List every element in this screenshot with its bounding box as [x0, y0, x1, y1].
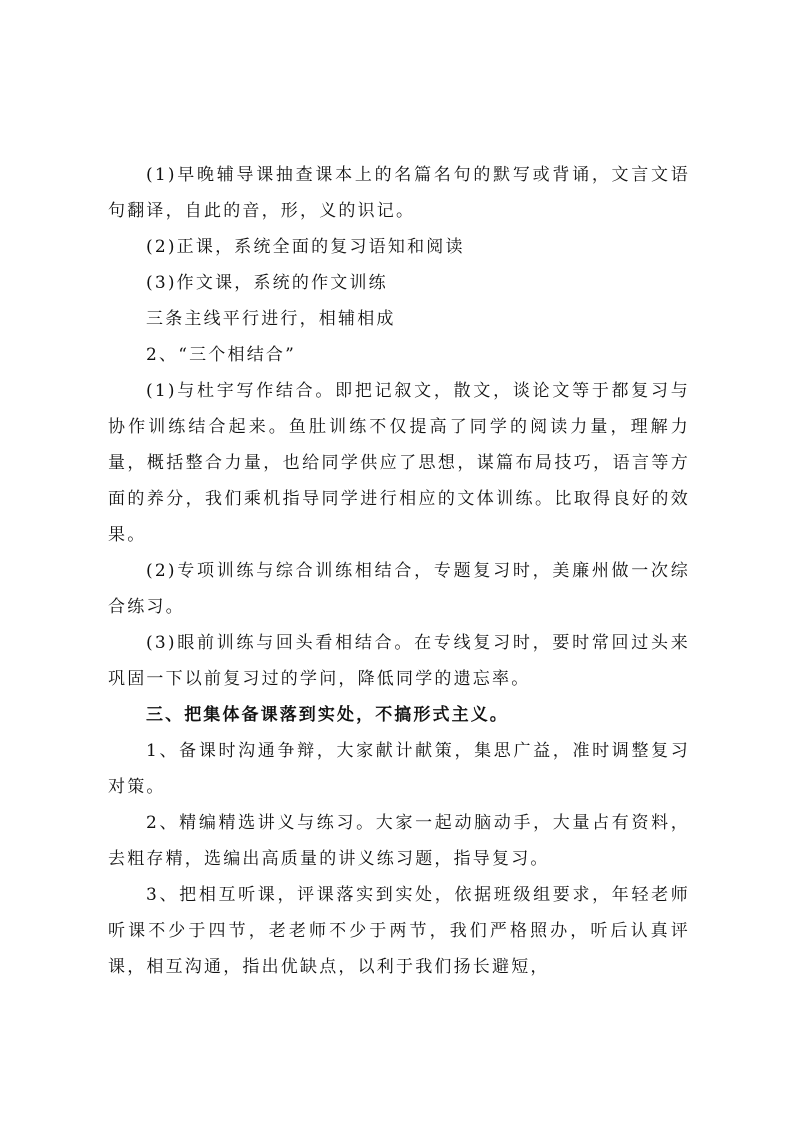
paragraph-writing-combination: (1)与杜宇写作结合。即把记叙文，散文，谈论文等于都复习与协作训练结合起来。鱼肚训练不仅提高了同学的阅读力量，理解力量，概括整合力量，也给同学供应了思想，谋篇布局技巧，语言等方面的养分，我们乘机指导同学进行相应的文体训练。比取得良好的效果。	[108, 381, 690, 545]
paragraph-regular-class: (2)正课，系统全面的复习语知和阅读	[146, 237, 465, 257]
paragraph-composition-class: (3)作文课，系统的作文训练	[146, 273, 388, 293]
paragraph-morning-evening-tutoring: (1)早晚辅导课抽查课本上的名篇名句的默写或背诵，文言文语句翻译，自此的音，形，义的识记。	[108, 165, 690, 221]
heading-three-combinations: 2、“三个相结合”	[146, 345, 296, 365]
paragraph-peer-observation: 3、把相互听课，评课落实到实处，依据班级组要求，年轻老师听课不少于四节，老老师不少于两节，我们严格照办，听后认真评课，相互沟通，指出优缺点，以利于我们扬长避短，	[108, 885, 690, 977]
section-heading-collective-lesson-prep: 三、把集体备课落到实处，不搞形式主义。	[146, 705, 509, 725]
document-body	[108, 157, 690, 985]
paragraph-handouts-and-exercises: 2、精编精选讲义与练习。大家一起动脑动手，大量占有资料，去粗存精，选编出高质量的讲义练习题，指导复习。	[108, 813, 690, 869]
paragraph-prep-discussion: 1、备课时沟通争辩，大家献计献策，集思广益，准时调整复习对策。	[108, 741, 690, 797]
paragraph-three-main-lines: 三条主线平行进行，相辅相成	[146, 309, 396, 329]
paragraph-special-and-comprehensive: (2)专项训练与综合训练相结合，专题复习时，美廉州做一次综合练习。	[108, 561, 690, 617]
paragraph-current-and-review: (3)眼前训练与回头看相结合。在专线复习时，要时常回过头来巩固一下以前复习过的学问，降低同学的遗忘率。	[108, 633, 690, 689]
